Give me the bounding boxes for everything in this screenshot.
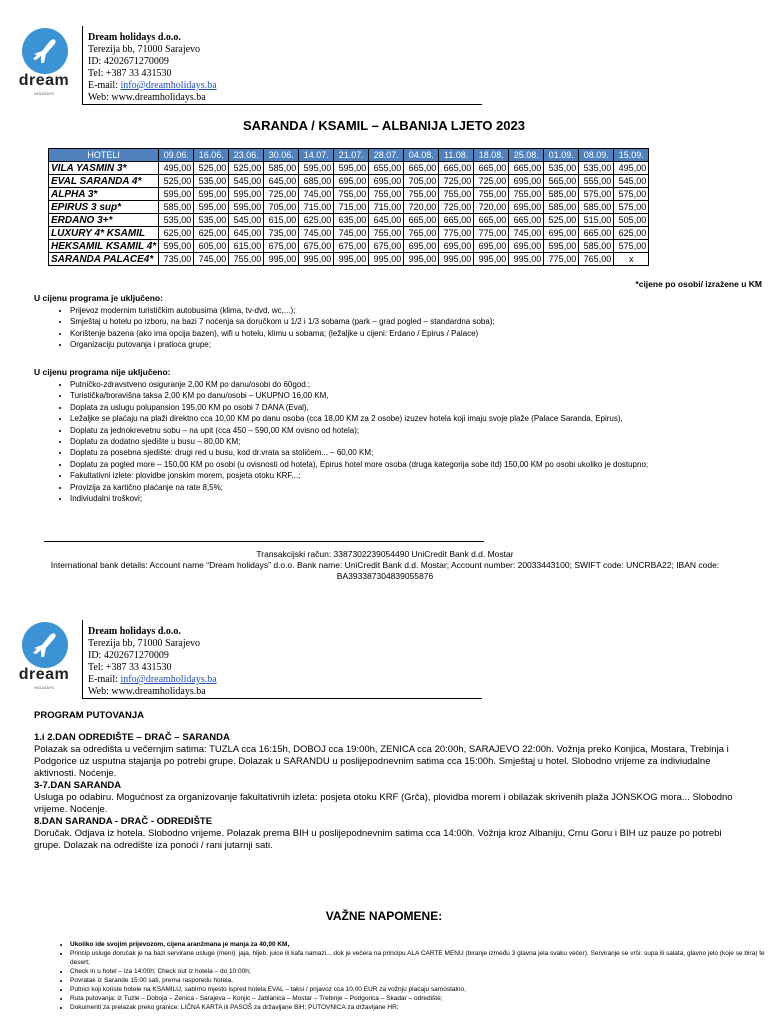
column-header-date: 18.08. (474, 149, 509, 162)
day3-text: Usluga po odabiru. Mogućnost za organizovanje fakultativnih izleta: posjeta otoku KRF (Grča), plovidba morem i obilazak skrivenih plaža JONSKOG mora... Slobodno vrijeme. Noćenje. (34, 792, 733, 815)
table-row (49, 188, 649, 201)
price-cell: 495,00 (159, 162, 194, 175)
table-row (49, 162, 649, 175)
day8-title: 8.DAN SARANDA - DRAČ - ODREDIŠTE (34, 816, 213, 827)
price-cell: 995,00 (334, 253, 369, 266)
price-cell: 595,00 (159, 188, 194, 201)
list-item: • Organizaciju putovanja i pratioca grupe; (70, 339, 768, 350)
price-cell: 575,00 (614, 201, 649, 214)
logo-wordmark: dream (18, 72, 70, 89)
table-row (49, 253, 649, 266)
price-cell: 525,00 (229, 162, 264, 175)
not-included-list (34, 379, 768, 504)
price-cell: 725,00 (439, 201, 474, 214)
price-cell: 775,00 (474, 227, 509, 240)
price-cell: 720,00 (474, 201, 509, 214)
list-item: • Check in u hotel – iza 14:00h; Check out iz hotela – do 10:00h; (70, 967, 768, 976)
letterhead-second (18, 620, 488, 700)
price-cell: 695,00 (439, 240, 474, 253)
column-header-date: 28.07. (369, 149, 404, 162)
price-cell: 995,00 (299, 253, 334, 266)
price-cell: 585,00 (579, 240, 614, 253)
price-cell: 595,00 (299, 162, 334, 175)
company-address: Terezija bb, 71000 Sarajevo (88, 638, 201, 649)
day1-title: 1.i 2.DAN ODREDIŠTE – DRAČ – SARANDA (34, 732, 230, 743)
price-note: *cijene po osobi/ izražene u KM (635, 279, 762, 289)
company-logo (18, 28, 70, 98)
price-cell: 535,00 (159, 214, 194, 227)
divider (82, 26, 83, 104)
column-header-date: 11.08. (439, 149, 474, 162)
price-cell: 695,00 (509, 240, 544, 253)
list-item: • Doplatu za dodatno sjedište u busu – 80,00 KM; (70, 436, 768, 447)
price-cell: 995,00 (369, 253, 404, 266)
company-id: ID: 4202671270009 (88, 56, 169, 67)
list-item: • Indiviudalni troškovi; (70, 493, 768, 504)
price-cell: 645,00 (264, 175, 299, 188)
price-cell: 665,00 (509, 214, 544, 227)
price-cell: 595,00 (194, 201, 229, 214)
hotel-name: HEKSAMIL KSAMIL 4* (49, 240, 159, 253)
price-cell: 535,00 (194, 175, 229, 188)
column-header-date: 23.06. (229, 149, 264, 162)
price-cell: 575,00 (614, 188, 649, 201)
list-item: • Ukoliko ide svojim prijevozom, cijena aranžmana je manja za 40,00 KM, (70, 940, 768, 949)
price-cell: 675,00 (369, 240, 404, 253)
company-name: Dream holidays d.o.o. (88, 32, 181, 43)
price-cell: 995,00 (264, 253, 299, 266)
price-cell: 615,00 (264, 214, 299, 227)
list-item: • Ležaljke se plaćaju na plaži direktno cca 10,00 KM po danu osoba (cca 18,00 KM za 2 osobe) izuzev hotela koji imaju svoje plaže (Palace Saranda, Epirus), (70, 413, 768, 424)
column-header-hotel: HOTELI (49, 149, 159, 162)
price-cell: 575,00 (579, 188, 614, 201)
price-cell: 585,00 (544, 201, 579, 214)
price-cell: 745,00 (334, 227, 369, 240)
company-name: Dream holidays d.o.o. (88, 626, 181, 637)
price-cell: 695,00 (544, 227, 579, 240)
price-cell: 745,00 (299, 188, 334, 201)
hotel-name: EVAL SARANDA 4* (49, 175, 159, 188)
hotel-name: VILA YASMIN 3* (49, 162, 159, 175)
divider (82, 104, 482, 105)
column-header-date: 08.09. (579, 149, 614, 162)
column-header-date: 21.07. (334, 149, 369, 162)
price-cell: 665,00 (439, 214, 474, 227)
price-cell: 525,00 (159, 175, 194, 188)
table-row (49, 240, 649, 253)
divider (44, 541, 484, 542)
price-cell: 695,00 (404, 240, 439, 253)
price-cell: 675,00 (334, 240, 369, 253)
company-web: Web: www.dreamholidays.ba (88, 92, 206, 103)
price-cell: 545,00 (229, 175, 264, 188)
price-cell: 535,00 (579, 162, 614, 175)
airplane-icon (22, 622, 68, 668)
price-cell: 585,00 (544, 188, 579, 201)
list-item: • Korištenje bazena (ako ima opcija bazen), wifi u hotelu, klimu u sobama; (ležaljke u cijeni: Erdano / Epirus / Palace) (70, 328, 768, 339)
price-cell: 605,00 (194, 240, 229, 253)
price-cell: 675,00 (264, 240, 299, 253)
list-item: • Putničko-zdravstveno osiguranje 2,00 KM po danu/osobi do 60god.; (70, 379, 768, 390)
column-header-date: 04.08. (404, 149, 439, 162)
price-cell: 765,00 (404, 227, 439, 240)
hotel-name: ALPHA 3* (49, 188, 159, 201)
price-cell: 545,00 (229, 214, 264, 227)
company-web: Web: www.dreamholidays.ba (88, 686, 206, 697)
price-cell: 585,00 (159, 201, 194, 214)
divider (82, 620, 83, 698)
price-cell: 665,00 (404, 162, 439, 175)
price-cell: 595,00 (229, 201, 264, 214)
price-cell: x (614, 253, 649, 266)
price-cell: 765,00 (579, 253, 614, 266)
hotel-name: ERDANO 3+* (49, 214, 159, 227)
table-row (49, 227, 649, 240)
price-cell: 495,00 (614, 162, 649, 175)
notes-heading: VAŽNE NAPOMENE: (325, 909, 443, 923)
column-header-date: 16.06. (194, 149, 229, 162)
price-cell: 665,00 (474, 162, 509, 175)
price-cell: 575,00 (614, 240, 649, 253)
price-cell: 545,00 (614, 175, 649, 188)
column-header-date: 25.08. (509, 149, 544, 162)
list-item: • Putnici koji koriste hotele na KSAMILU, sabirno mjesto ispred hotela EVAL – taksi / prijavoz cca 10,00 EUR za vožnju plaćaju samostalno, (70, 985, 768, 994)
price-cell: 525,00 (544, 214, 579, 227)
column-header-date: 09.06. (159, 149, 194, 162)
price-cell: 595,00 (544, 240, 579, 253)
table-header-row (49, 149, 649, 162)
price-cell: 645,00 (229, 227, 264, 240)
list-item: • Dokumenti za prelazak preko granice: LIČNA KARTA ili PASOŠ za državljane BiH; PUTOVNICA za državljane HR; (70, 1003, 768, 1012)
company-logo (18, 622, 70, 692)
company-address: Terezija bb, 71000 Sarajevo (88, 44, 201, 55)
price-cell: 665,00 (509, 162, 544, 175)
hotel-name: LUXURY 4* KSAMIL (49, 227, 159, 240)
price-cell: 755,00 (229, 253, 264, 266)
price-cell: 625,00 (299, 214, 334, 227)
company-id: ID: 4202671270009 (88, 650, 169, 661)
price-table (48, 148, 649, 266)
price-cell: 735,00 (159, 253, 194, 266)
price-cell: 685,00 (299, 175, 334, 188)
bank-iban: BA393387304839055876 (336, 571, 434, 581)
logo-subtitle: HOLIDAYS (34, 91, 54, 96)
hotel-name: SARANDA PALACE4* (49, 253, 159, 266)
price-cell: 695,00 (474, 240, 509, 253)
price-cell: 755,00 (509, 188, 544, 201)
price-cell: 775,00 (544, 253, 579, 266)
list-item: • Ruta putovanja: iz Tuzle – Doboja – Zenica - Sarajeva – Konjic – Jablanica – Mostar – Trebinje – Podgorica – Skadar – odredište; (70, 994, 768, 1003)
price-cell: 625,00 (159, 227, 194, 240)
list-item: • Doplatu za jednokrevetnu sobu – na upit (cca 450 – 590,00 KM ovisno od hotela); (70, 425, 768, 436)
airplane-icon (22, 28, 68, 74)
list-item: • Doplatu za pogled more – 150,00 KM po osobi (u ovisnosti od hotela), Epirus hotel more osoba (druga kategorija sobe itd) 150,00 KM po osobi ukoliko je dostupno; (70, 459, 768, 470)
logo-wordmark: dream (18, 666, 70, 683)
price-cell: 995,00 (474, 253, 509, 266)
list-item: • Prijevoz modernim turističkim autobusima (klima, tv-dvd, wc,...); (70, 305, 768, 316)
included-heading: U cijenu programa je uključeno: (34, 293, 163, 303)
price-cell: 695,00 (369, 175, 404, 188)
column-header-date: 01.09. (544, 149, 579, 162)
email-label: E-mail: (88, 674, 121, 685)
price-cell: 775,00 (439, 227, 474, 240)
price-cell: 665,00 (474, 214, 509, 227)
price-cell: 705,00 (404, 175, 439, 188)
email-link[interactable]: info@dreamholidays.ba (120, 674, 217, 685)
table-row (49, 201, 649, 214)
hotel-name: EPIRUS 3 sup* (49, 201, 159, 214)
price-cell: 595,00 (334, 162, 369, 175)
price-cell: 715,00 (299, 201, 334, 214)
table-row (49, 175, 649, 188)
price-cell: 735,00 (264, 227, 299, 240)
day1-text: Polazak sa odredišta u večernjim satima: TUZLA cca 16:15h, DOBOJ cca 19:00h, ZENICA cca 20:00h, SARAJEVO 22:00h. Vožnja preko Konjica, Mostara, Trebinja i Podgorice uz usputna stajanja po potrebi grupe. Dolazak u SARANDU u poslijepodnevnim satima cca 15:00h. Smještaj u hotel. Slobodno vrijeme za indiviudalne aktivnosti. Noćenje. (34, 744, 729, 779)
column-header-date: 30.06. (264, 149, 299, 162)
company-email-line (88, 674, 217, 686)
price-cell: 695,00 (334, 175, 369, 188)
bank-details (30, 549, 740, 582)
not-included-heading: U cijenu programa nije uključeno: (34, 367, 171, 377)
bank-account: Transakcijski račun: 3387302239054490 UniCredit Bank d.d. Mostar (256, 549, 514, 559)
company-info (88, 32, 217, 104)
price-cell: 755,00 (439, 188, 474, 201)
price-cell: 525,00 (194, 162, 229, 175)
included-list (34, 305, 768, 351)
price-cell: 585,00 (579, 201, 614, 214)
price-cell: 555,00 (579, 175, 614, 188)
price-cell: 565,00 (544, 175, 579, 188)
logo-subtitle: HOLIDAYS (34, 685, 54, 690)
price-cell: 995,00 (404, 253, 439, 266)
divider (82, 698, 482, 699)
price-cell: 745,00 (299, 227, 334, 240)
email-link[interactable]: info@dreamholidays.ba (120, 80, 217, 91)
price-cell: 695,00 (509, 201, 544, 214)
price-cell: 755,00 (334, 188, 369, 201)
price-cell: 705,00 (264, 201, 299, 214)
notes-list (34, 940, 768, 1012)
column-header-date: 14.07. (299, 149, 334, 162)
company-info (88, 626, 217, 698)
column-header-date: 15.09. (614, 149, 649, 162)
email-label: E-mail: (88, 80, 121, 91)
price-cell: 715,00 (369, 201, 404, 214)
company-tel: Tel: +387 33 431530 (88, 662, 172, 673)
price-cell: 725,00 (474, 175, 509, 188)
price-cell: 665,00 (579, 227, 614, 240)
letterhead-top (18, 26, 488, 106)
price-cell: 595,00 (194, 188, 229, 201)
list-item: • Doplata za uslugu polupansion 195,00 KM po osobi 7 DANA (Eval), (70, 402, 768, 413)
program-heading: PROGRAM PUTOVANJA (34, 710, 144, 721)
list-item: • Provizija za kartično plaćanje na rate 8,5%; (70, 482, 768, 493)
list-item: • Smještaj u hotelu po izboru, na bazi 7 noćenja sa doručkom u 1/2 i 1/3 sobama (park – grad pogled – standardna soba); (70, 316, 768, 327)
price-cell: 725,00 (264, 188, 299, 201)
price-cell: 755,00 (474, 188, 509, 201)
day3-title: 3-7.DAN SARANDA (34, 780, 122, 791)
price-cell: 615,00 (229, 240, 264, 253)
price-cell: 745,00 (194, 253, 229, 266)
list-item: • Princip usluge doručak je na bazi servirane usluge (meni): jaja, hljeb, juice ili kafa namazi... dok je večera na principu ALA CARTE MENU (biranje između 3 glavna jela svaku večer). Serviranje se vrši: supa ili salata, glavno jelo (koje se bira) te desert; (70, 949, 768, 967)
price-cell: 595,00 (159, 240, 194, 253)
program-section (34, 710, 734, 852)
company-tel: Tel: +387 33 431530 (88, 68, 172, 79)
price-cell: 595,00 (229, 188, 264, 201)
table-body (49, 162, 649, 266)
price-cell: 695,00 (509, 175, 544, 188)
price-cell: 715,00 (334, 201, 369, 214)
price-cell: 625,00 (614, 227, 649, 240)
price-cell: 585,00 (264, 162, 299, 175)
price-cell: 745,00 (509, 227, 544, 240)
list-item: • Fakultativni izlete: plovidbe jonskim morem, posjeta otoku KRF...; (70, 470, 768, 481)
price-cell: 515,00 (579, 214, 614, 227)
price-cell: 625,00 (194, 227, 229, 240)
price-cell: 755,00 (404, 188, 439, 201)
price-cell: 665,00 (439, 162, 474, 175)
list-item: • Turistička/boravišna taksa 2,00 KM po danu/osobi – UKUPNO 16,00 KM, (70, 390, 768, 401)
list-item: • Doplatu za posebna sjedište: drugi red u busu, kod dr.vrata sa stolićem... – 60,00 KM; (70, 447, 768, 458)
page-title: SARANDA / KSAMIL – ALBANIJA LJETO 2023 (243, 118, 525, 133)
day8-text: Doručak. Odjava iz hotela. Slobodno vrijeme. Polazak prema BIH u poslijepodnevnim satima cca 14:00h. Vožnja kroz Albaniju, Crnu Goru i BIH uz pauze po potrebi grupe. Dolazak na odredište iza ponoći / rani jutarnji sati. (34, 828, 722, 851)
price-cell: 665,00 (404, 214, 439, 227)
price-cell: 505,00 (614, 214, 649, 227)
price-cell: 675,00 (299, 240, 334, 253)
price-cell: 720,00 (404, 201, 439, 214)
company-email-line (88, 80, 217, 92)
list-item: • Povratak iz Sarande 15:00 sati, prema rasporedu hotela, (70, 976, 768, 985)
price-cell: 995,00 (439, 253, 474, 266)
price-cell: 535,00 (544, 162, 579, 175)
table-row (49, 214, 649, 227)
price-cell: 535,00 (194, 214, 229, 227)
price-cell: 725,00 (439, 175, 474, 188)
price-cell: 645,00 (369, 214, 404, 227)
price-cell: 995,00 (509, 253, 544, 266)
price-cell: 635,00 (334, 214, 369, 227)
price-cell: 755,00 (369, 227, 404, 240)
bank-international: International bank details: Account name “Dream holidays” d.o.o. Bank name: UniCredit Bank d.d. Mostar; Account number: 20033443100; SWIFT code: UNCRBA22; IBAN code: (50, 560, 720, 570)
price-cell: 755,00 (369, 188, 404, 201)
price-cell: 655,00 (369, 162, 404, 175)
